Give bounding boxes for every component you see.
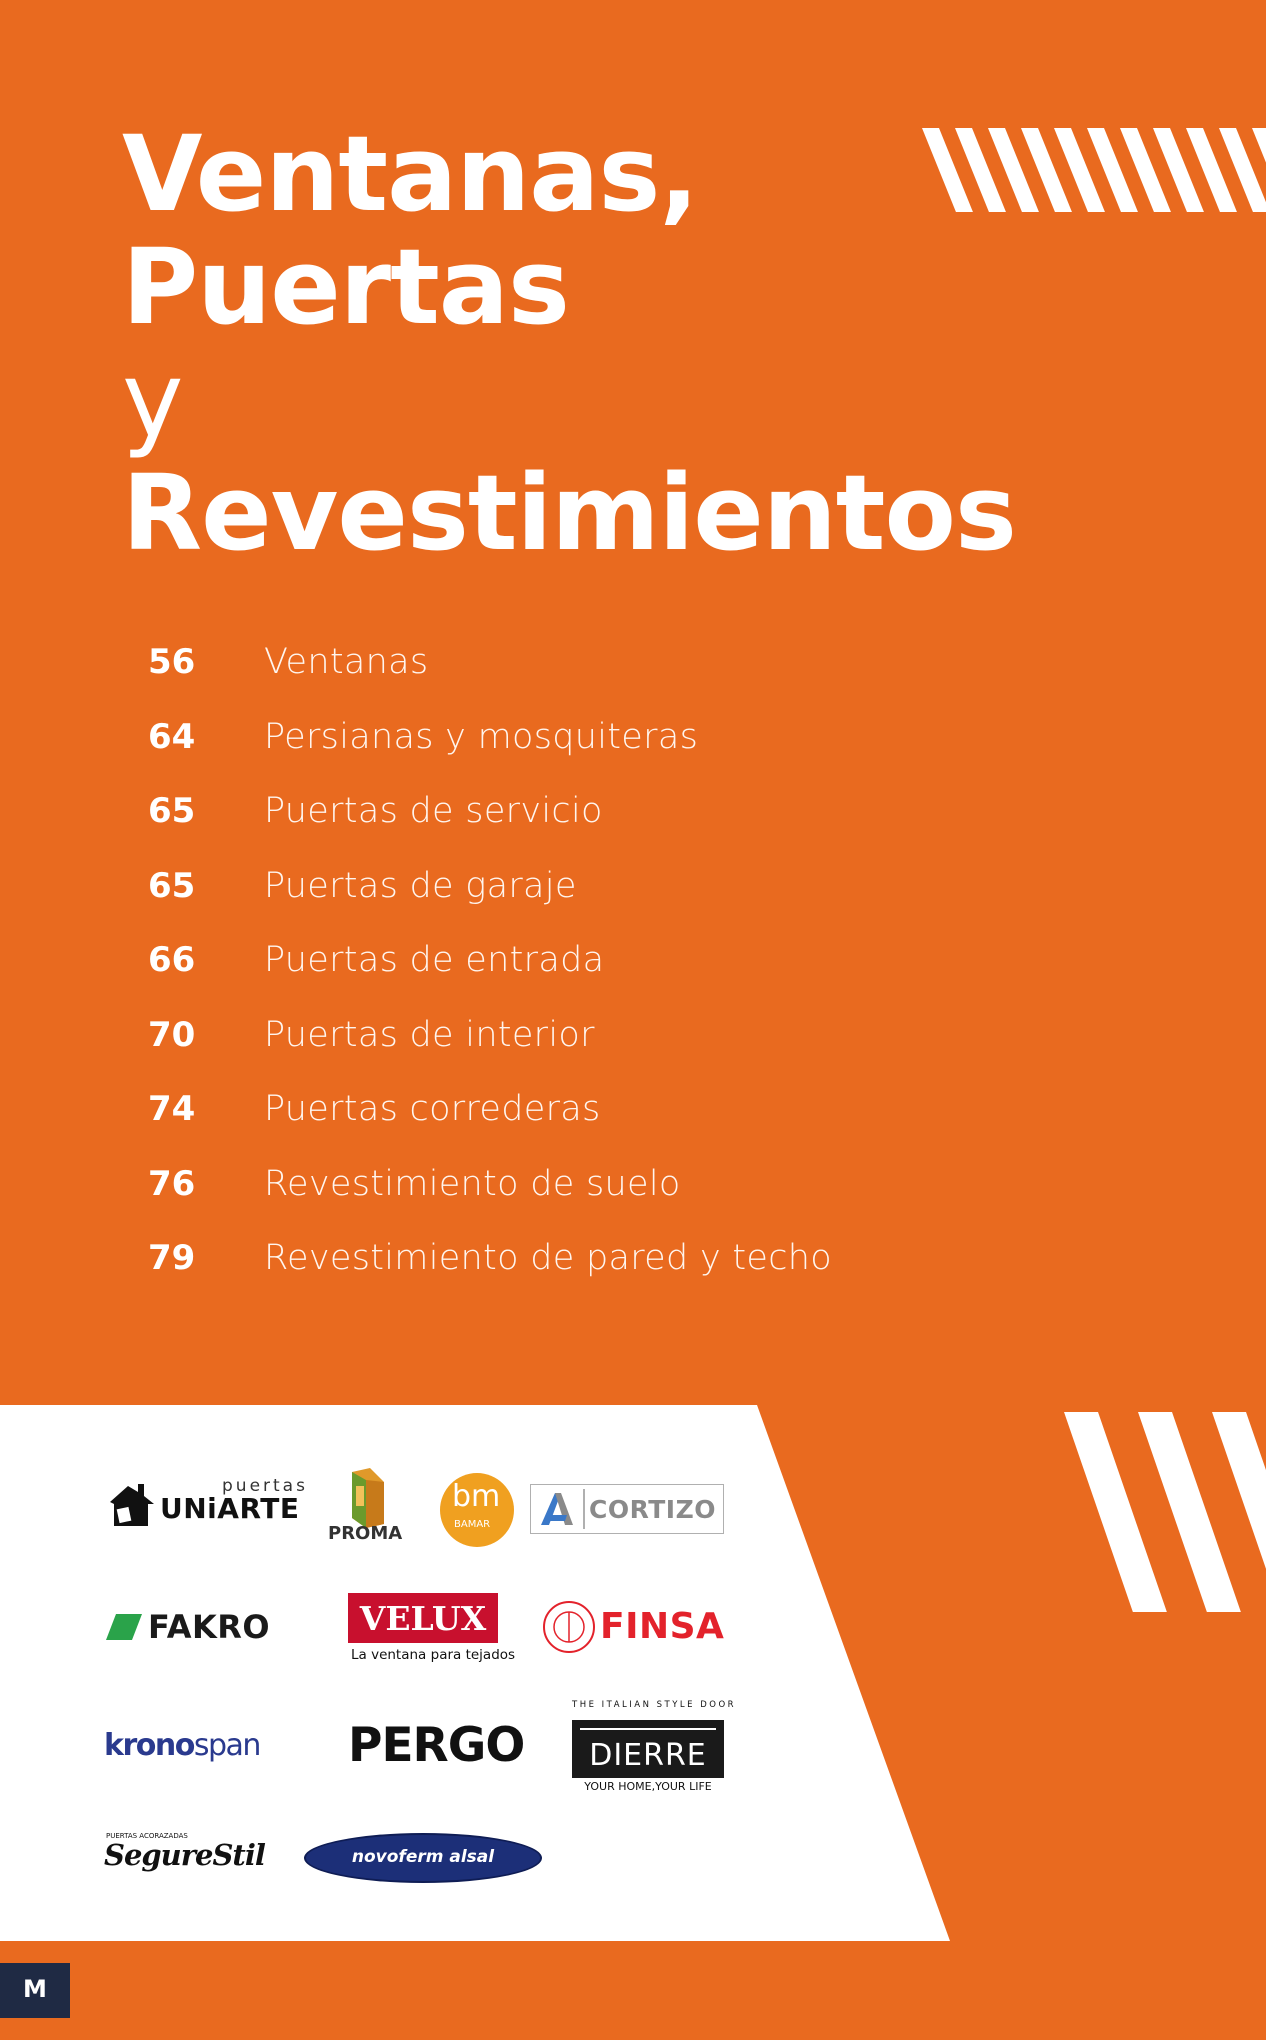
toc-label: Revestimiento de pared y techo [264,1238,832,1279]
title-line-3-word: Revestimientos [122,452,1016,574]
finsa-seal-icon [542,1600,596,1654]
toc-label: Persianas y mosquiteras [264,716,699,757]
fakro-name: FAKRO [148,1608,271,1646]
toc-item[interactable] [148,625,948,700]
toc-item[interactable] [148,849,948,924]
toc-item[interactable] [148,1072,948,1147]
segurestil-name: SegureStil [104,1838,265,1872]
table-of-contents [148,625,948,1296]
velux-logo [348,1593,516,1667]
cortizo-logo [530,1484,724,1534]
dierre-box [572,1720,724,1778]
finsa-name: FINSA [600,1606,725,1647]
toc-item[interactable] [148,1221,948,1296]
novoferm-alsal-logo [304,1833,542,1883]
velux-box [348,1593,498,1643]
toc-label: Puertas de servicio [264,791,603,832]
uniarte-small-text: puertas [222,1476,308,1496]
toc-item[interactable] [148,1147,948,1222]
door-icon [326,1468,418,1528]
uniarte-logo [108,1476,308,1536]
page-title [122,113,1082,574]
proma-logo [326,1468,418,1546]
cortizo-separator [583,1489,585,1529]
cortizo-name: CORTIZO [589,1495,716,1524]
title-line-1: Ventanas, [122,113,698,235]
proma-name: PROMA [328,1523,403,1544]
cortizo-mark-icon [537,1489,577,1529]
dierre-top-text: THE ITALIAN STYLE DOOR [572,1700,737,1710]
bamar-mark: bm [452,1479,501,1514]
toc-page-number: 79 [148,1238,196,1279]
segurestil-top-text: PUERTAS ACORAZADAS [106,1832,188,1840]
decorative-stripes-bottom [1060,1412,1266,1612]
toc-page-number: 56 [148,642,196,683]
toc-item[interactable] [148,700,948,775]
toc-page-number: 65 [148,791,196,832]
velux-tagline: La ventana para tejados [351,1647,516,1663]
novoferm-name: novoferm alsal [351,1847,495,1867]
dierre-line [580,1728,716,1730]
title-line-2: Puertas [122,226,569,348]
toc-page-number: 70 [148,1014,196,1055]
brand-badge-letter: M [23,1975,47,2003]
toc-item[interactable] [148,774,948,849]
title-line-3 [122,339,1082,574]
toc-page-number: 64 [148,716,196,757]
velux-name: VELUX [359,1599,487,1638]
uniarte-name: UNiARTE [160,1492,300,1525]
toc-label: Puertas de garaje [264,865,577,906]
toc-page-number: 74 [148,1089,196,1130]
toc-page-number: 65 [148,865,196,906]
toc-page-number: 66 [148,940,196,981]
house-icon [108,1480,160,1530]
fakro-slash-icon [106,1614,142,1640]
dierre-tagline: YOUR HOME,YOUR LIFE [584,1780,712,1793]
toc-item[interactable] [148,998,948,1073]
kronospan-part-2: span [193,1728,260,1763]
kronospan-part-1: krono [104,1728,194,1763]
toc-label: Revestimiento de suelo [264,1163,681,1204]
pergo-name: PERGO [348,1718,525,1773]
dierre-logo [572,1700,737,1794]
toc-label: Ventanas [264,642,429,683]
dierre-name: DIERRE [589,1738,707,1773]
bamar-logo [440,1473,514,1547]
brand-badge [0,1963,70,2018]
toc-label: Puertas de interior [264,1014,595,1055]
toc-item[interactable] [148,923,948,998]
toc-page-number: 76 [148,1163,196,1204]
finsa-logo [542,1600,728,1658]
segurestil-logo [104,1832,270,1882]
toc-label: Puertas correderas [264,1089,601,1130]
bamar-name: BAMAR [454,1519,491,1530]
fakro-logo [106,1608,306,1648]
kronospan-logo [104,1728,300,1768]
title-conjunction: y [122,339,183,461]
toc-label: Puertas de entrada [264,940,605,981]
pergo-logo [348,1718,524,1774]
